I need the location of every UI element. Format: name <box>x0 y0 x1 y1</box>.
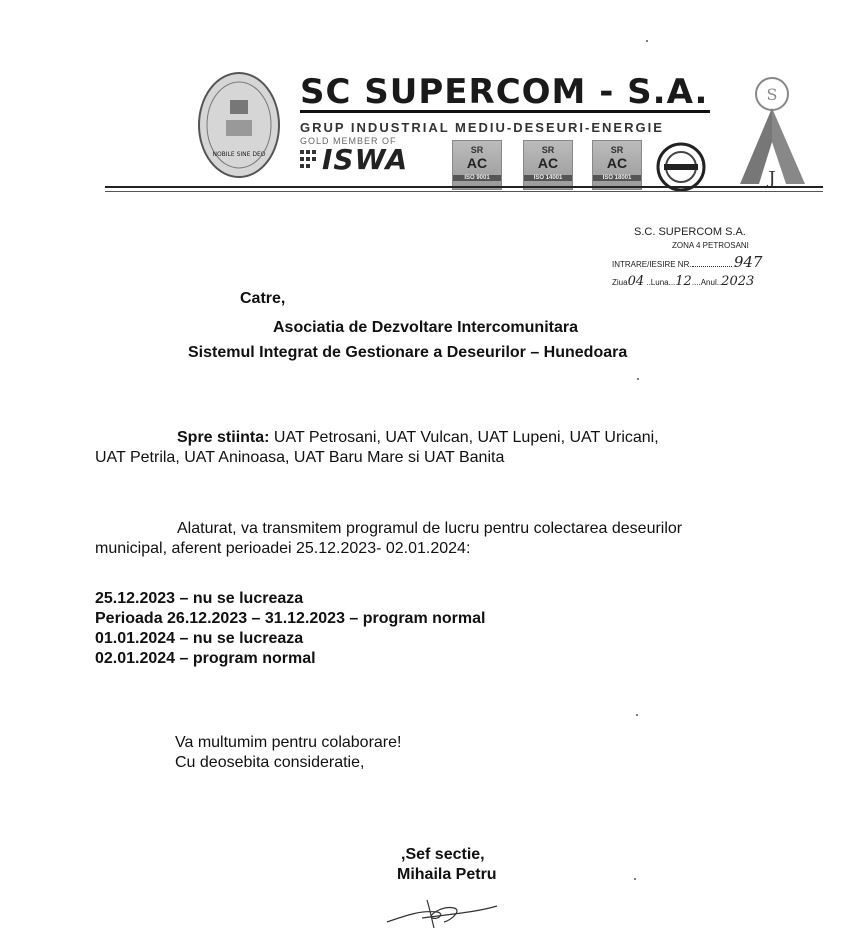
body-paragraph <box>95 519 835 559</box>
right-emblem-logo <box>735 72 810 192</box>
scan-speck <box>646 40 648 42</box>
scan-speck <box>636 714 638 716</box>
schedule-item: 01.01.2024 – nu se lucreaza <box>95 630 304 647</box>
round-certification-logo <box>656 142 706 192</box>
header-divider-thin <box>105 191 823 192</box>
body-line-2: municipal, aferent perioadei 25.12.2023- 02.01.2024: <box>95 540 471 557</box>
scan-speck <box>634 878 636 880</box>
company-seal-logo <box>196 70 282 180</box>
company-name: SC SUPERCOM - S.A. <box>300 72 709 112</box>
stamp-company: S.C. SUPERCOM S.A. <box>634 226 746 238</box>
stamp-reg-number: INTRARE/IESIRE NR. 947 <box>612 253 763 271</box>
closing-line-2: Cu deosebita consideratie, <box>175 754 365 771</box>
copy-to-text-2: UAT Petrila, UAT Aninoasa, UAT Baru Mare si UAT Banita <box>95 449 505 466</box>
iswa-logo-text: ISWA <box>322 143 409 176</box>
recipient-line-2: Sistemul Integrat de Gestionare a Deseurilor – Hunedoara <box>188 344 628 361</box>
seal-motto: NOBILE SINE DEO <box>212 151 266 158</box>
company-group-line: GRUP INDUSTRIAL MEDIU-DESEURI-ENERGIE <box>300 120 664 135</box>
schedule-list <box>95 589 485 669</box>
closing-line-1: Va multumim pentru colaborare! <box>175 734 402 751</box>
body-line-1: Alaturat, va transmitem programul de lucru pentru colectarea deseurilor <box>177 520 683 537</box>
iso-14001-badge: SR AC ISO 14001 <box>523 140 573 190</box>
iso-18001-badge: SR AC ISO 18001 <box>592 140 642 190</box>
gold-member-line: GOLD MEMBER OF <box>300 136 397 146</box>
copy-to-label: Spre stiinta: <box>177 429 270 446</box>
copy-to-text-1: UAT Petrosani, UAT Vulcan, UAT Lupeni, UAT Uricani, <box>269 429 659 446</box>
schedule-item: Perioada 26.12.2023 – 31.12.2023 – program normal <box>95 610 486 627</box>
signatory-title: ,Sef sectie, <box>401 846 485 863</box>
recipient-salutation: Catre, <box>240 290 286 307</box>
header-divider <box>105 186 823 188</box>
copy-to-section <box>95 428 835 468</box>
stamp-zone: ZONA 4 PETROSANI <box>672 241 749 250</box>
recipient-line-1: Asociatia de Dezvoltare Intercomunitara <box>273 319 578 336</box>
svg-text:J: J <box>768 168 776 189</box>
signatory-name: Mihaila Petru <box>397 866 497 883</box>
iswa-logo-mark <box>300 148 318 170</box>
closing <box>175 733 401 773</box>
schedule-item: 25.12.2023 – nu se lucreaza <box>95 590 304 607</box>
iso-9001-badge: SR AC ISO 9001 <box>452 140 502 190</box>
registration-stamp <box>612 226 802 292</box>
stamp-date: Ziua04 ..Luna...12....Anul..2023 <box>612 274 755 289</box>
company-name-underline <box>300 110 710 113</box>
scan-speck <box>637 378 639 380</box>
handwritten-signature <box>382 880 502 930</box>
schedule-item: 02.01.2024 – program normal <box>95 650 316 667</box>
signature-block <box>397 845 497 885</box>
svg-text:S: S <box>766 85 778 104</box>
